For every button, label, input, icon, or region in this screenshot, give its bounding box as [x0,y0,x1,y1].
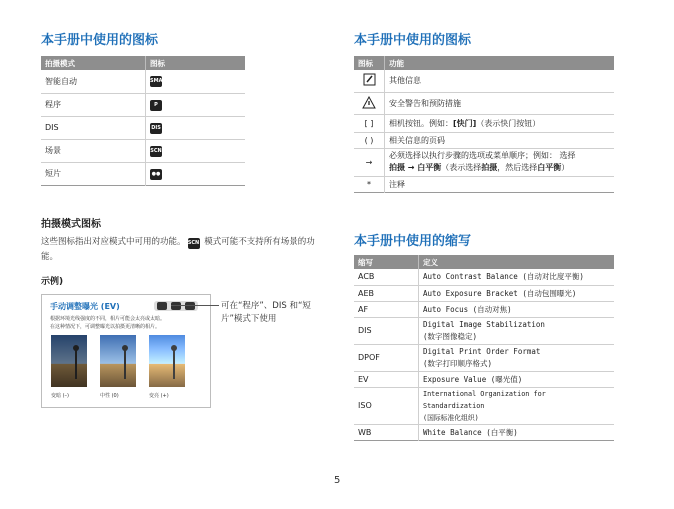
table-row [41,93,245,116]
program-icon [157,302,167,310]
abbr-cell: EV [354,371,419,387]
symbol: → [354,148,385,176]
definition-cell: Exposure Value (曝光值) [419,371,615,387]
shooting-icon-heading: 拍摄模式图标 [41,219,101,230]
table-row [354,317,614,344]
table-header: 图标 [354,56,385,70]
definition-cell: Auto Exposure Bracket (自动包围曝光) [419,285,615,301]
function-desc: 必须选择以执行步骤的选项或菜单顺序；例如： 选择 拍摄 → 白平衡（表示选择拍摄，然后选择白平衡） [385,148,615,176]
scene-icon: SCN [150,146,162,157]
example-figure [41,294,211,408]
example-label: 示例) [41,277,64,287]
function-desc: 其他信息 [385,70,615,92]
abbr-section-title: 本手册中使用的缩写 [354,234,472,249]
definition-cell: International Organization for Standardization (国际标准化组织) [419,387,615,424]
table-row [354,269,614,285]
table-row [354,148,614,176]
function-desc: 相机按钮。例如：[快门]（表示快门按钮） [385,114,615,132]
movie-icon [185,302,195,310]
callout-text: 可在“程序”、DIS 和“短片”模式下使用 [221,301,311,324]
table-header: 功能 [385,56,615,70]
definition-cell: White Balance (白平衡) [419,424,615,440]
mode-label: 程序 [41,93,146,116]
page-number: 5 [334,475,341,486]
table-row [354,344,614,371]
mode-label: 场景 [41,139,146,162]
icon-function-table [354,56,614,193]
abbr-cell: DIS [354,317,419,344]
abbr-cell: DPOF [354,344,419,371]
table-header: 定义 [419,255,615,269]
table-row [354,387,614,424]
shooting-mode-table [41,56,245,186]
mode-label: 短片 [45,169,61,178]
table-row [354,424,614,440]
definition-cell: Digital Print Order Format (数字打印顺序格式) [419,344,615,371]
table-header: 图标 [146,56,246,70]
bright-photo [149,335,185,387]
table-row [354,114,614,132]
symbol: ( ) [354,132,385,148]
callout-line [171,305,219,306]
right-section-title: 本手册中使用的图标 [354,33,472,48]
abbreviation-table [354,255,614,441]
left-section-title: 本手册中使用的图标 [41,33,159,48]
dark-photo [51,335,87,387]
abbr-cell: AEB [354,285,419,301]
function-desc: 相关信息的页码 [385,132,615,148]
definition-cell: Auto Contrast Balance (自动对比度平衡) [419,269,615,285]
smart-auto-icon: SMART [150,76,162,87]
warning-icon [362,96,376,109]
abbr-cell: ISO [354,387,419,424]
caption-dark: 变暗 (–) [51,393,69,399]
program-icon: P [150,100,162,111]
note-icon [363,73,376,86]
table-row [41,70,245,93]
mode-label: 智能自动 [41,70,146,93]
dis-icon [171,302,181,310]
table-row [354,371,614,387]
figure-text: 根据环境光线强度的不同，相片可能会太亮或太暗。 [50,316,166,322]
table-header: 拍摄模式 [41,56,146,70]
mode-label: DIS [41,116,146,139]
table-row [354,285,614,301]
function-desc: 安全警告和预防措施 [385,92,615,114]
dis-icon: DIS [150,123,162,134]
table-row [41,139,245,162]
table-header: 缩写 [354,255,419,269]
table-row [354,132,614,148]
neutral-photo [100,335,136,387]
figure-text: 在这种情况下，可调整曝光以拍摄更清晰的相片。 [50,324,161,330]
function-desc: 注释 [385,176,615,192]
table-row [354,70,614,92]
abbr-cell: ACB [354,269,419,285]
abbr-cell: AF [354,301,419,317]
definition-cell: Digital Image Stabilization (数字图像稳定) [419,317,615,344]
caption-neutral: 中性 (0) [100,393,119,399]
abbr-cell: WB [358,427,372,437]
table-row [41,116,245,139]
symbol: * [367,179,371,189]
figure-title: 手动调整曝光 (EV) [50,302,120,311]
scene-icon: SCN [188,238,200,249]
definition-cell: Auto Focus (自动对焦) [419,301,615,317]
symbol: [ ] [354,114,385,132]
mode-icons-group [154,301,198,311]
caption-bright: 变亮 (+) [149,393,169,399]
shooting-icon-paragraph: 这些图标指出对应模式中可用的功能。 SCN 模式可能不支持所有场景的功能。 [41,237,315,262]
table-row [354,176,614,192]
table-row [354,92,614,114]
table-row [354,301,614,317]
table-row [41,162,245,185]
movie-icon: ●● [150,169,162,180]
